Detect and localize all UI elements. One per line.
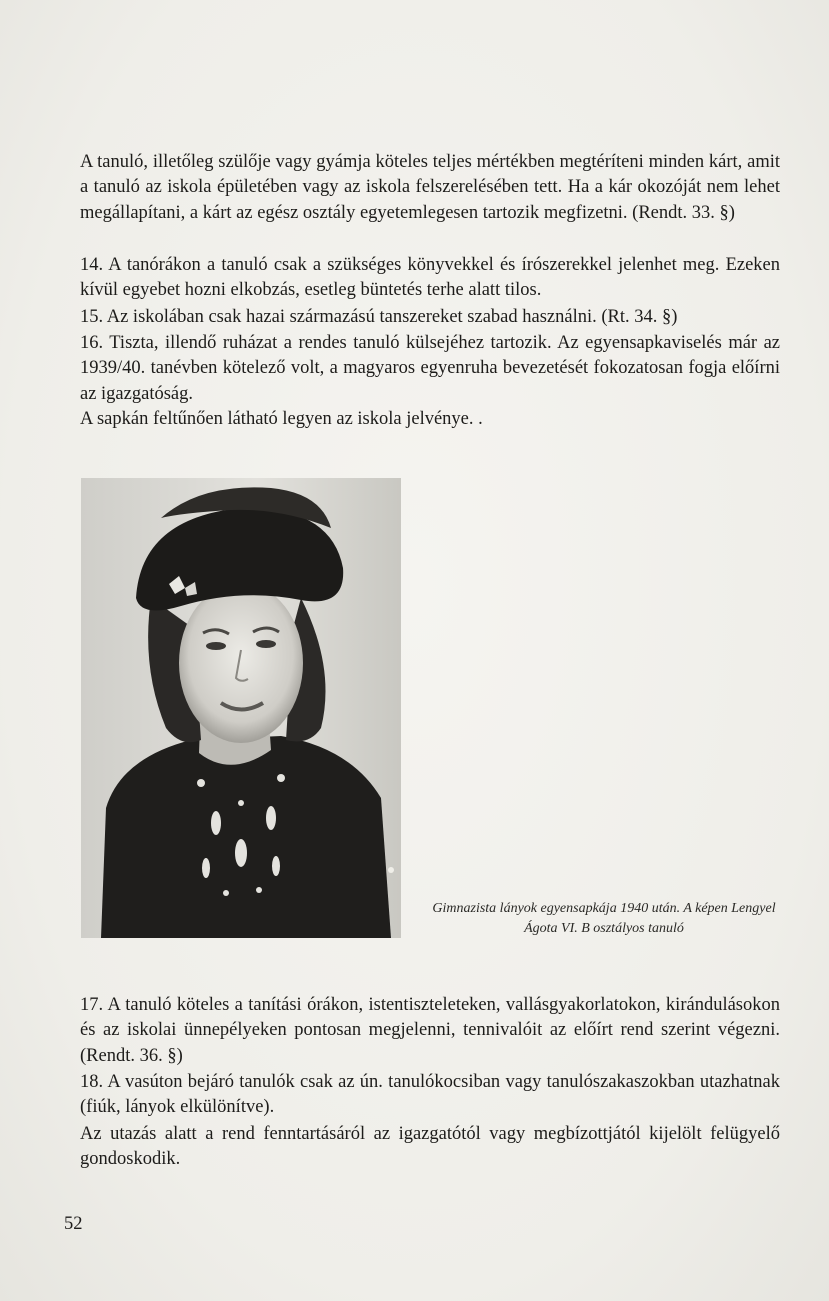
paragraph-16: 16. Tiszta, illendő ruházat a rendes tanuló külsejéhez tartozik. Az egyensapkaviselés már az 1939/40. tanévben kötelező volt, a magyaros egyenruha bevezetését fokozatosan fogja előírni az igazgatóság. <box>80 333 780 404</box>
student-portrait-photo <box>81 478 401 938</box>
photo-caption: Gimnazista lányok egyensapkája 1940 után. A képen Lengyel Ágota VI. B osztályos tanuló <box>432 901 776 936</box>
paragraph-14: 14. A tanórákon a tanuló csak a szükséges könyvekkel és írószerekkel jelenhet meg. Ezeken kívül egyebet hozni elkobzás, esetleg büntetés terhe alatt tilos. <box>80 255 780 301</box>
page-number: 52 <box>64 1214 83 1234</box>
paragraph-damage-liability: A tanuló, illetőleg szülője vagy gyámja köteles teljes mértékben megtéríteni minden kárt, amit a tanuló az iskola épületében vagy az iskola felszerelésében tett. Ha a kár okozóját nem lehet megállapítani, a kárt az egész osztály egyetemlegesen tartozik megfizetni. (Rendt. 33. §) <box>80 152 780 223</box>
paragraph-cap-badge: A sapkán feltűnően látható legyen az iskola jelvénye. . <box>80 409 483 429</box>
paragraph-17: 17. A tanuló köteles a tanítási órákon, istentiszteleteken, vallásgyakorlatokon, kirándulásokon és az iskolai ünnepélyeken pontosan megjelenni, tennivalóit az előírt rend szerint végezni. (Rendt. 36. §) <box>80 995 780 1066</box>
paragraph-travel-supervision: Az utazás alatt a rend fenntartásáról az igazgatótól vagy megbízottjától kijelölt felügyelő gondoskodik. <box>80 1124 780 1170</box>
paragraph-15: 15. Az iskolában csak hazai származású tanszereket szabad használni. (Rt. 34. §) <box>80 307 678 327</box>
paragraph-18: 18. A vasúton bejáró tanulók csak az ún. tanulókocsiban vagy tanulószakaszokban utazhatnak (fiúk, lányok elkülönítve). <box>80 1072 780 1118</box>
